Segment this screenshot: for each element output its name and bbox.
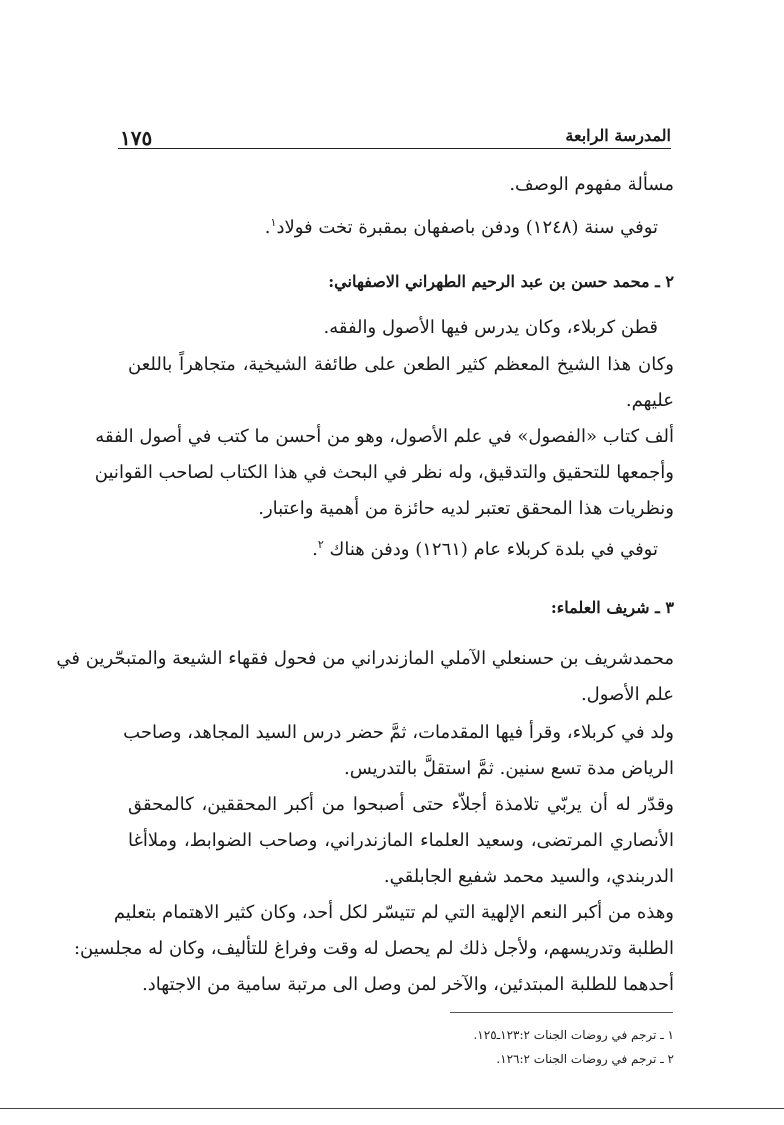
footnote: ٢ ـ ترجم في روضات الجنات ١٢٦:٢.	[496, 1052, 674, 1066]
entry-heading: ٢ ـ محمد حسن بن عبد الرحيم الطهراني الاصفهاني:	[328, 272, 674, 291]
text-line: الأنصاري المرتضى، وسعيد العلماء المازندراني، وصاحب الضوابط، وملاأغا	[128, 830, 674, 851]
text-line: الطلبة وتدريسهم، ولأجل ذلك لم يحصل له وقت وفراغ للتأليف، وكان له مجلسين:	[73, 938, 674, 959]
text-line: أحدهما للطلبة المبتدئين، والآخر لمن وصل الى مرتبة سامية من الاجتهاد.	[142, 974, 674, 995]
footnote-rule	[450, 1012, 673, 1013]
text-line: الدربندي، والسيد محمد شفيع الجابلقي.	[383, 866, 674, 887]
entry-heading: ٣ ـ شريف العلماء:	[550, 598, 674, 617]
footnote: ١ ـ ترجم في روضات الجنات ١٢٣:٢ـ١٢٥.	[473, 1028, 674, 1042]
page-bottom-rule	[0, 1108, 784, 1109]
text-line: علم الأصول.	[580, 684, 674, 705]
text-line: مسألة مفهوم الوصف.	[509, 174, 674, 195]
section-title: المدرسة الرابعة	[565, 126, 671, 145]
text-span: توفي في بلدة كربلاء عام (١٢٦١) ودفن هناك	[329, 539, 658, 560]
text-line: ولد في كربلاء، وقرأ فيها المقدمات، ثمَّ حضر درس السيد المجاهد، وصاحب	[123, 722, 674, 743]
text-span: توفي سنة (١٢٤٨) ودفن باصفهان بمقبرة تخت فولاد	[276, 217, 658, 238]
text-line: وقدّر له أن يربّي تلامذة أجلاّء حتى أصبحوا من أكبر المحققين، كالمحقق	[128, 794, 674, 815]
text-line: توفي في بلدة كربلاء عام (١٢٦١) ودفن هناك $^٢$.	[312, 538, 658, 560]
text-line: ونظريات هذا المحقق تعتبر لديه حائزة من أهمية واعتبار.	[258, 498, 674, 519]
text-line: وهذه من أكبر النعم الإلهية التي لم تتيسّر لكل أحد، وكان كثير الاهتمام بتعليم	[113, 902, 674, 923]
text-line: الرياض مدة تسع سنين. ثمَّ استقلَّ بالتدريس.	[343, 758, 674, 779]
text-line: قطن كربلاء، وكان يدرس فيها الأصول والفقه.	[323, 317, 658, 338]
text-line: وكان هذا الشيخ المعظم كثير الطعن على طائفة الشيخية، متجاهراً باللعن	[128, 354, 674, 375]
footnote-ref: ٢	[317, 538, 324, 551]
footnote-ref: ١	[270, 216, 277, 229]
text-line: محمدشريف بن حسنعلي الآملي المازندراني من فحول فقهاء الشيعة والمتبحّرين في	[56, 648, 674, 669]
page-number: ١٧٥	[120, 126, 153, 150]
text-line: وأجمعها للتحقيق والتدقيق، وله نظر في البحث في هذا الكتاب لصاحب القوانين	[94, 462, 674, 483]
text-line: عليهم.	[625, 390, 674, 411]
text-line: توفي سنة (١٢٤٨) ودفن باصفهان بمقبرة تخت فولاد$^١$.	[264, 216, 658, 238]
running-head	[118, 118, 671, 149]
text-line: ألف كتاب «الفصول» في علم الأصول، وهو من أحسن ما كتب في أصول الفقه	[95, 426, 674, 447]
